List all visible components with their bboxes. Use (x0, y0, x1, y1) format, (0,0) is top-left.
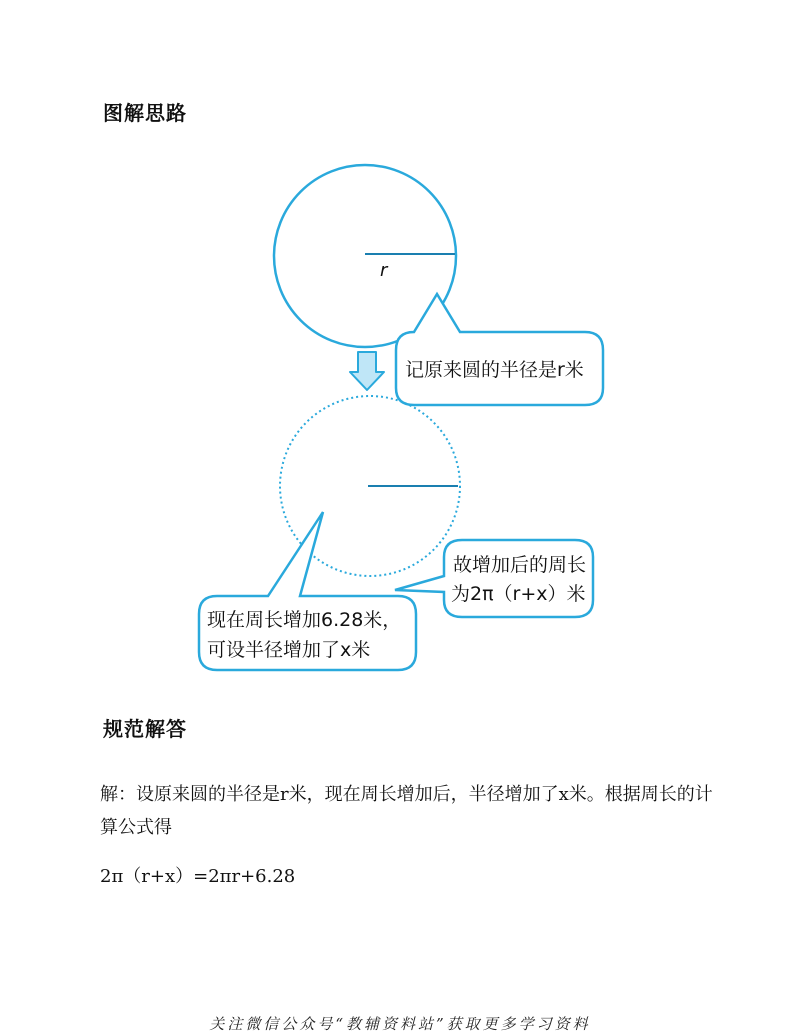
callout-new-circumference (395, 540, 593, 617)
callout-original-radius (396, 294, 603, 405)
callout-increase-line2: 可设半径增加了x米 (207, 639, 371, 661)
callout-original-radius-text: 记原来圆的半径是r米 (405, 359, 584, 381)
callout-new-circumference-line1: 故增加后的周长 (453, 554, 587, 576)
solution-paragraph: 解：设原来圆的半径是r米，现在周长增加后，半径增加了x米。根据周长的计算公式得 (100, 784, 713, 838)
radius-label: r (380, 260, 388, 281)
footer-watermark: 关注微信公众号“教辅资料站”获取更多学习资料 (209, 1015, 591, 1033)
solution-formula: 2π（r+x）=2πr+6.28 (100, 866, 296, 887)
callout-increase-line1: 现在周长增加6.28米， (207, 609, 402, 631)
section-title-solution: 规范解答 (103, 717, 187, 741)
callout-new-circumference-line2: 为2π（r+x）米 (451, 583, 586, 605)
down-arrow-icon (350, 352, 384, 390)
section-title-diagram: 图解思路 (103, 101, 187, 125)
